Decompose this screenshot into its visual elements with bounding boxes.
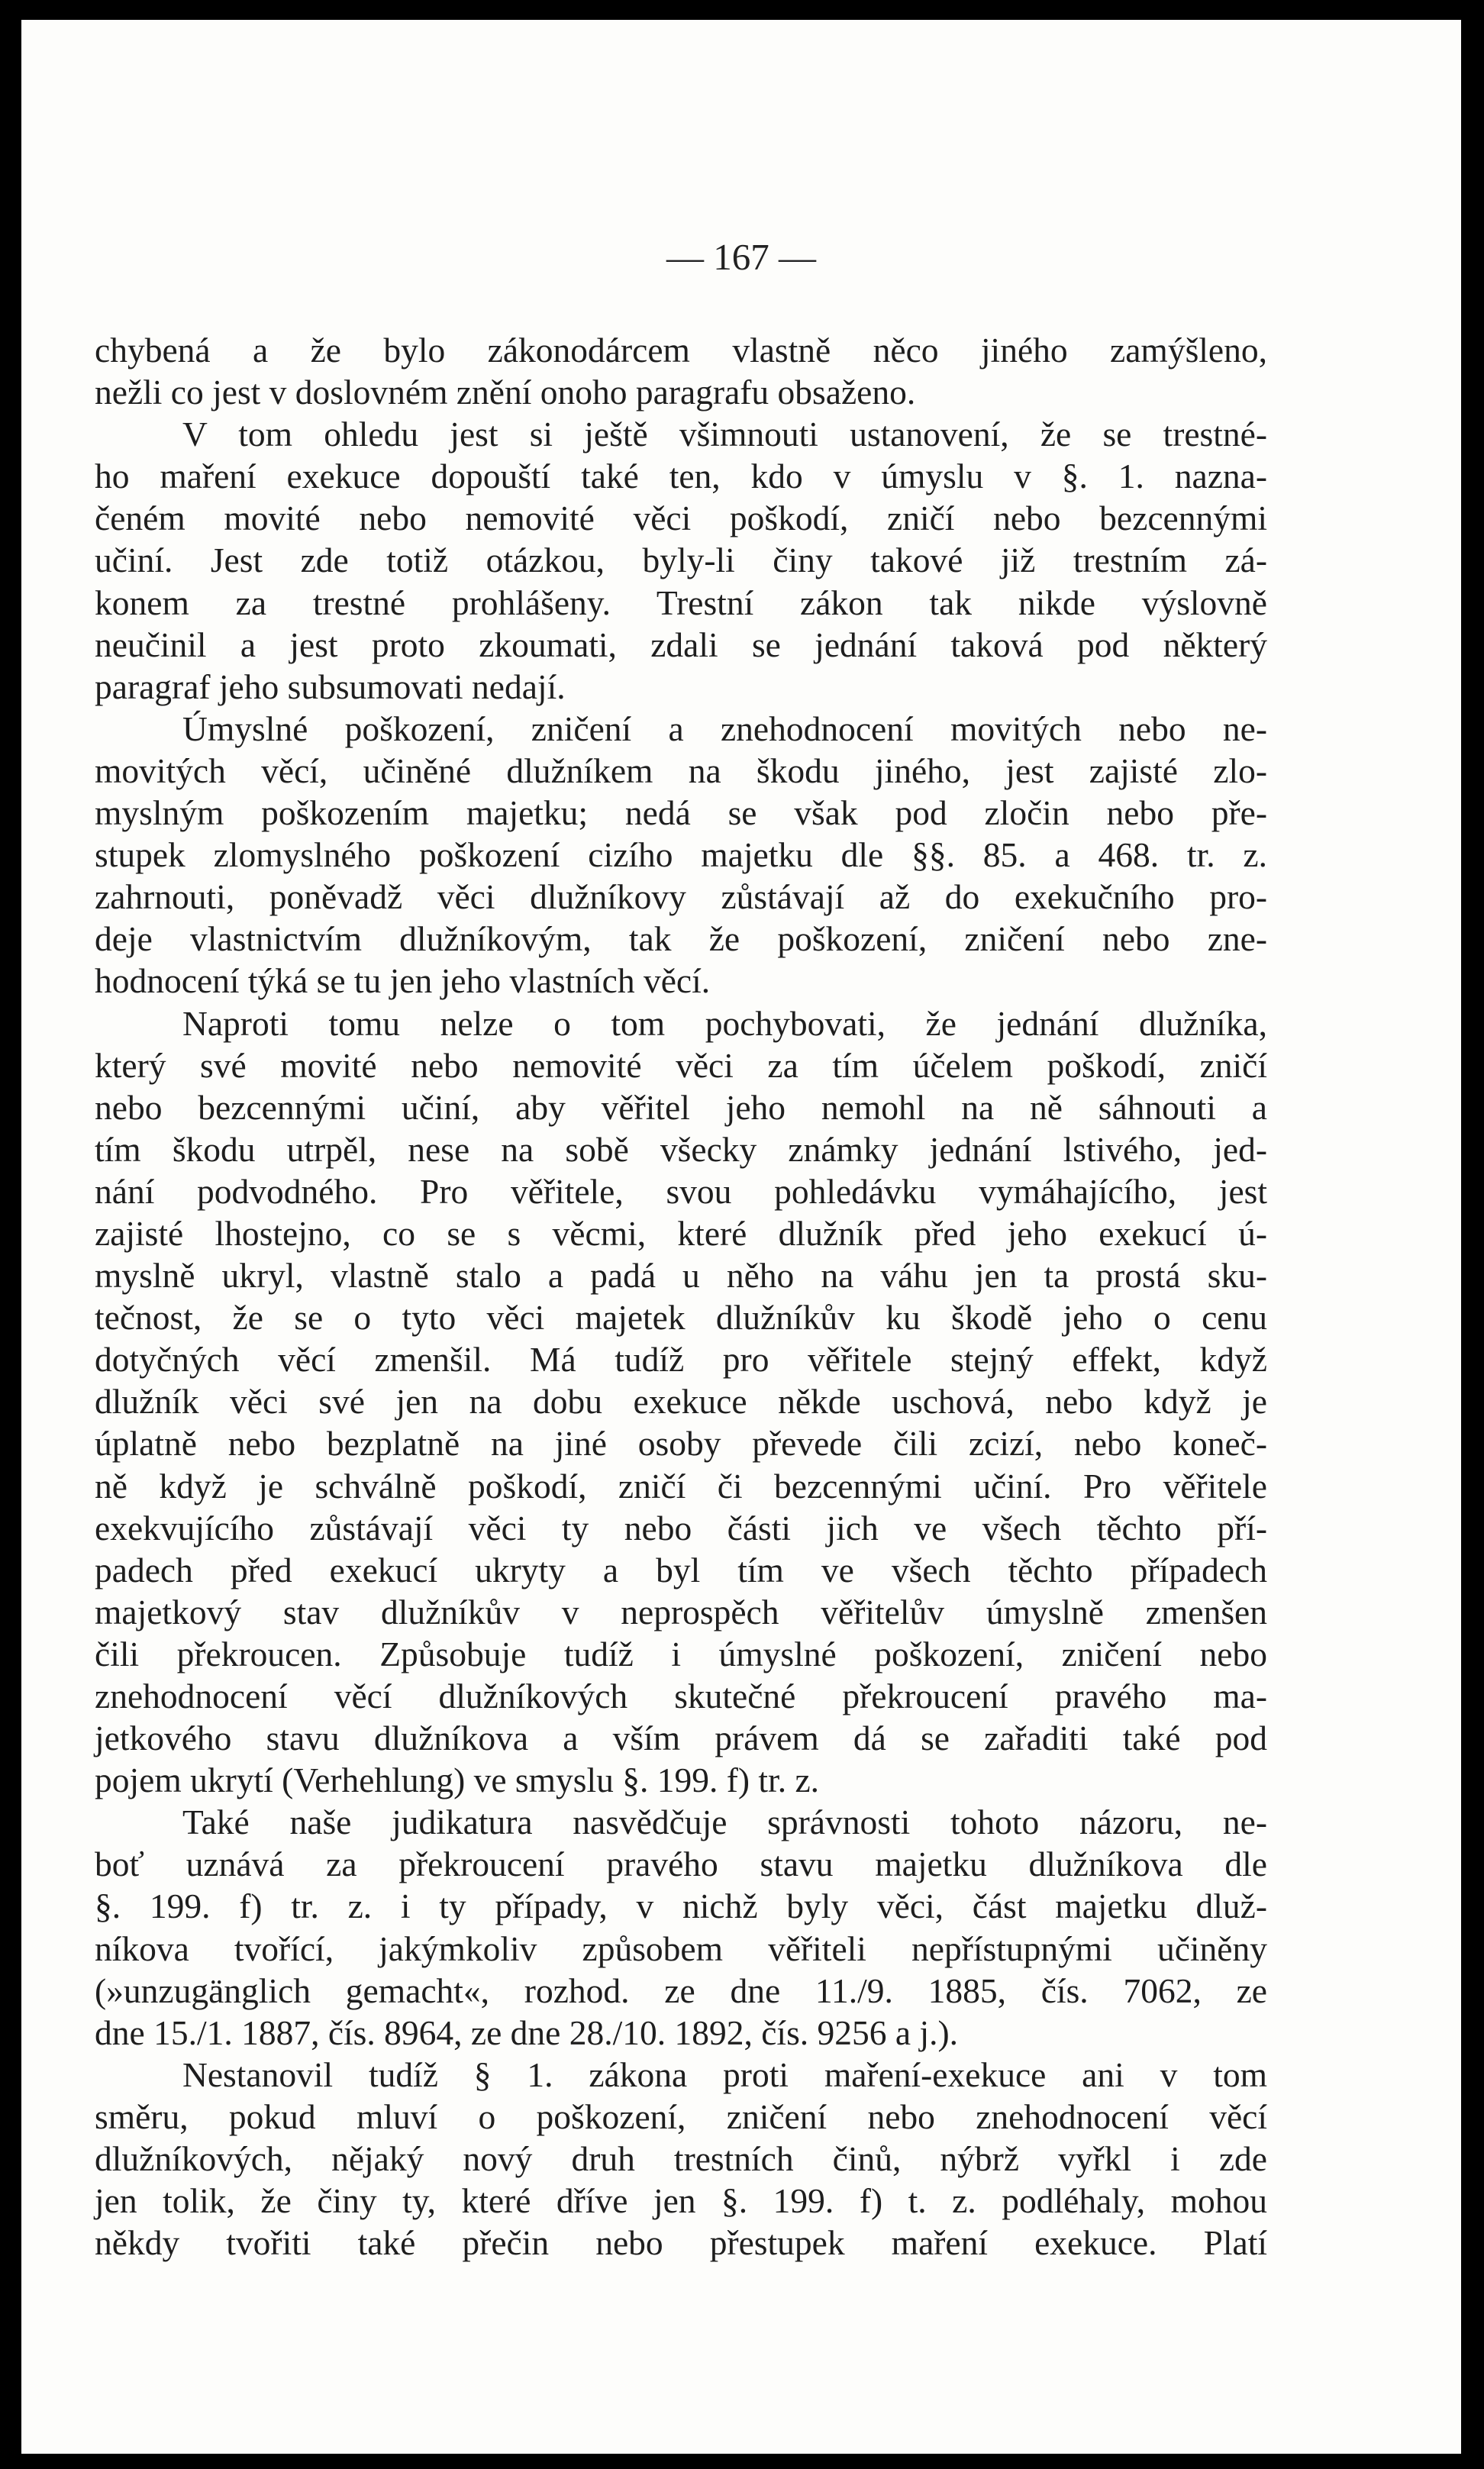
text-line: Také naše judikatura nasvědčuje správnosti tohoto názoru, ne-	[182, 1803, 1267, 1842]
text-line: myslně ukryl, vlastně stalo a padá u něho na váhu jen ta prostá sku-	[95, 1256, 1267, 1296]
text-line: níkova tvořící, jakýmkoliv způsobem věřiteli nepřístupnými učiněny	[95, 1928, 1267, 1968]
text-line: který své movité nebo nemovité věci za tím účelem poškodí, zničí	[95, 1045, 1267, 1085]
text-line: dlužníkových, nějaký nový druh trestních činů, nýbrž vyřkl i zde	[95, 2139, 1267, 2179]
text-line: hodnocení týká se tu jen jeho vlastních věcí.	[95, 961, 711, 1001]
body-text	[95, 329, 1267, 2264]
text-line: učiní. Jest zde totiž otázkou, byly-li činy takové již trestním zá-	[95, 541, 1267, 580]
text-line: dotyčných věcí zmenšil. Má tudíž pro věřitele stejný effekt, když	[95, 1340, 1267, 1380]
text-line: tečnost, že se o tyto věci majetek dlužníkův ku škodě jeho o cenu	[95, 1298, 1267, 1338]
text-line: jetkového stavu dlužníkova a vším právem dá se zařaditi také pod	[95, 1719, 1267, 1758]
text-line: §. 199. f) tr. z. i ty případy, v nichž byly věci, část majetku dluž-	[95, 1886, 1267, 1926]
text-line: Nestanovil tudíž § 1. zákona proti maření-exekuce ani v tom	[182, 2054, 1267, 2094]
text-line: padech před exekucí ukryty a byl tím ve všech těchto případech	[95, 1550, 1267, 1590]
text-line: ho maření exekuce dopouští také ten, kdo v úmyslu v §. 1. nazna-	[95, 457, 1267, 496]
text-line: dlužník věci své jen na dobu exekuce někde uschová, nebo když je	[95, 1382, 1267, 1422]
text-line: ně když je schválně poškodí, zničí či bezcennými učiní. Pro věřitele	[95, 1466, 1267, 1506]
text-line: (»unzugänglich gemacht«, rozhod. ze dne 11./9. 1885, čís. 7062, ze	[95, 1970, 1267, 2010]
text-line: V tom ohledu jest si ještě všimnouti ustanovení, že se trestné-	[182, 415, 1267, 454]
text-line: neučinil a jest proto zkoumati, zdali se jednání taková pod některý	[95, 625, 1267, 664]
text-line: čili překroucen. Způsobuje tudíž i úmyslné poškození, zničení nebo	[95, 1634, 1267, 1673]
text-line: Úmyslné poškození, zničení a znehodnocení movitých nebo ne-	[182, 708, 1267, 748]
book-page	[21, 20, 1461, 2454]
text-line: deje vlastnictvím dlužníkovým, tak že poškození, zničení nebo zne-	[95, 919, 1267, 959]
text-line: zahrnouti, poněvadž věci dlužníkovy zůstávají až do exekučního pro-	[95, 877, 1267, 917]
text-line: zajisté lhostejno, co se s věcmi, které dlužník před jeho exekucí ú-	[95, 1213, 1267, 1253]
text-line: nežli co jest v doslovném znění onoho paragrafu obsaženo.	[95, 373, 916, 412]
text-line: majetkový stav dlužníkův v neprospěch věřitelův úmyslně zmenšen	[95, 1592, 1267, 1631]
text-line: chybená a že bylo zákonodárcem vlastně něco jiného zamýšleno,	[95, 331, 1267, 370]
text-line: nání podvodného. Pro věřitele, svou pohledávku vymáhajícího, jest	[95, 1171, 1267, 1211]
text-line: boť uznává za překroucení pravého stavu majetku dlužníkova dle	[95, 1844, 1267, 1884]
text-line: myslným poškozením majetku; nedá se však pod zločin nebo pře-	[95, 793, 1267, 833]
text-line: znehodnocení věcí dlužníkových skutečné překroucení pravého ma-	[95, 1677, 1267, 1715]
text-line: stupek zlomyslného poškození cizího majetku dle §§. 85. a 468. tr. z.	[95, 835, 1267, 875]
text-line: Naproti tomu nelze o tom pochybovati, že jednání dlužníka,	[182, 1003, 1267, 1043]
text-line: jen tolik, že činy ty, které dříve jen §. 199. f) t. z. podléhaly, mohou	[95, 2181, 1267, 2221]
text-line: konem za trestné prohlášeny. Trestní zákon tak nikde výslovně	[95, 583, 1267, 622]
text-line: dne 15./1. 1887, čís. 8964, ze dne 28./10. 1892, čís. 9256 a j.).	[95, 2012, 959, 2052]
text-line: úplatně nebo bezplatně na jiné osoby převede čili zcizí, nebo koneč-	[95, 1424, 1267, 1464]
text-line: movitých věcí, učiněné dlužníkem na škodu jiného, jest zajisté zlo-	[95, 750, 1267, 790]
text-line: nebo bezcennými učiní, aby věřitel jeho nemohl na ně sáhnouti a	[95, 1087, 1267, 1127]
text-line: exekvujícího zůstávají věci ty nebo části jich ve všech těchto pří-	[95, 1508, 1267, 1548]
text-line: paragraf jeho subsumovati nedají.	[95, 666, 566, 706]
text-line: směru, pokud mluví o poškození, zničení nebo znehodnocení věcí	[95, 2096, 1267, 2136]
text-line: čeném movité nebo nemovité věci poškodí, zničí nebo bezcennými	[95, 499, 1267, 538]
text-line: někdy tvořiti také přečin nebo přestupek maření exekuce. Platí	[95, 2223, 1267, 2263]
page-number: — 167 —	[666, 236, 816, 278]
text-line: pojem ukrytí (Verhehlung) ve smyslu §. 199. f) tr. z.	[95, 1761, 820, 1800]
text-line: tím škodu utrpěl, nese na sobě všecky známky jednání lstivého, jed-	[95, 1129, 1267, 1169]
